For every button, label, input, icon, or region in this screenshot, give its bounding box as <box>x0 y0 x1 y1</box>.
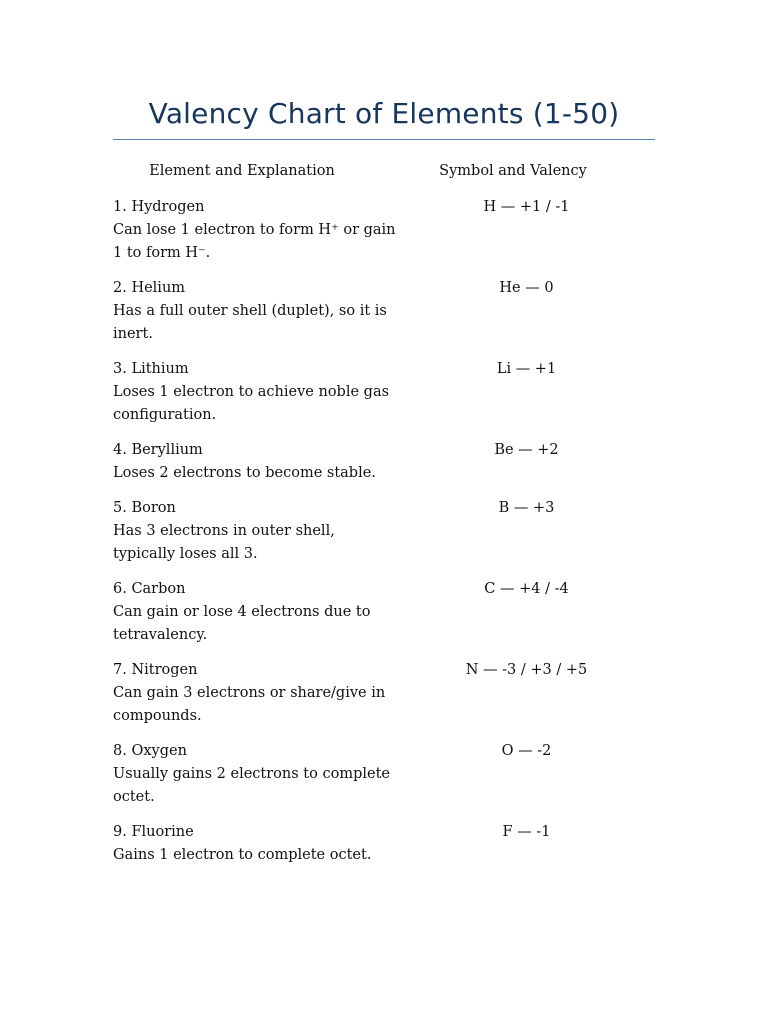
table-row <box>113 659 655 740</box>
element-valency: B — +3 <box>498 500 555 516</box>
valency-cell <box>398 497 655 566</box>
table-row <box>113 196 655 277</box>
element-explanation: Can gain 3 electrons or share/give in compounds. <box>113 685 386 724</box>
title-divider <box>113 139 655 140</box>
element-name: 3. Lithium <box>113 361 189 377</box>
table-row <box>113 578 655 659</box>
element-valency: C — +4 / -4 <box>484 581 569 597</box>
valency-table <box>113 160 655 879</box>
valency-cell <box>398 196 655 265</box>
element-valency: N — -3 / +3 / +5 <box>465 662 588 678</box>
page-title: Valency Chart of Elements (1-50) <box>148 97 620 130</box>
element-cell <box>113 659 398 728</box>
element-cell <box>113 358 398 427</box>
element-explanation: Has 3 electrons in outer shell, typically loses all 3. <box>113 523 335 562</box>
element-valency: He — 0 <box>499 280 554 296</box>
element-explanation: Gains 1 electron to complete octet. <box>113 847 372 863</box>
table-row <box>113 740 655 821</box>
element-valency: Li — +1 <box>496 361 557 377</box>
element-name: 4. Beryllium <box>113 442 203 458</box>
element-explanation: Has a full outer shell (duplet), so it is inert. <box>113 303 387 342</box>
element-name: 5. Boron <box>113 500 176 516</box>
header-element-explanation: Element and Explanation <box>149 163 335 179</box>
element-cell <box>113 439 398 485</box>
element-name: 9. Fluorine <box>113 824 194 840</box>
valency-cell <box>398 358 655 427</box>
table-row <box>113 497 655 578</box>
valency-cell <box>398 578 655 647</box>
element-cell <box>113 196 398 265</box>
element-explanation: Can lose 1 electron to form H⁺ or gain 1 to form H⁻. <box>113 222 396 261</box>
element-valency: H — +1 / -1 <box>483 199 570 215</box>
table-header-row <box>113 160 655 196</box>
header-symbol-valency: Symbol and Valency <box>439 163 587 179</box>
element-name: 2. Helium <box>113 280 186 296</box>
element-name: 1. Hydrogen <box>113 199 205 215</box>
element-explanation: Usually gains 2 electrons to complete octet. <box>113 766 390 805</box>
table-row <box>113 821 655 879</box>
element-cell <box>113 497 398 566</box>
table-row <box>113 439 655 497</box>
element-name: 6. Carbon <box>113 581 186 597</box>
element-name: 7. Nitrogen <box>113 662 198 678</box>
element-valency: Be — +2 <box>494 442 559 458</box>
valency-cell <box>398 277 655 346</box>
valency-cell <box>398 740 655 809</box>
element-explanation: Loses 2 electrons to become stable. <box>113 465 376 481</box>
table-row <box>113 358 655 439</box>
element-cell <box>113 578 398 647</box>
element-cell <box>113 277 398 346</box>
element-cell <box>113 740 398 809</box>
valency-cell <box>398 659 655 728</box>
element-explanation: Can gain or lose 4 electrons due to tetravalency. <box>113 604 371 643</box>
element-cell <box>113 821 398 867</box>
element-explanation: Loses 1 electron to achieve noble gas configuration. <box>113 384 390 423</box>
valency-cell <box>398 439 655 485</box>
element-valency: F — -1 <box>502 824 551 840</box>
table-row <box>113 277 655 358</box>
element-valency: O — -2 <box>501 743 552 759</box>
element-name: 8. Oxygen <box>113 743 187 759</box>
valency-cell <box>398 821 655 867</box>
